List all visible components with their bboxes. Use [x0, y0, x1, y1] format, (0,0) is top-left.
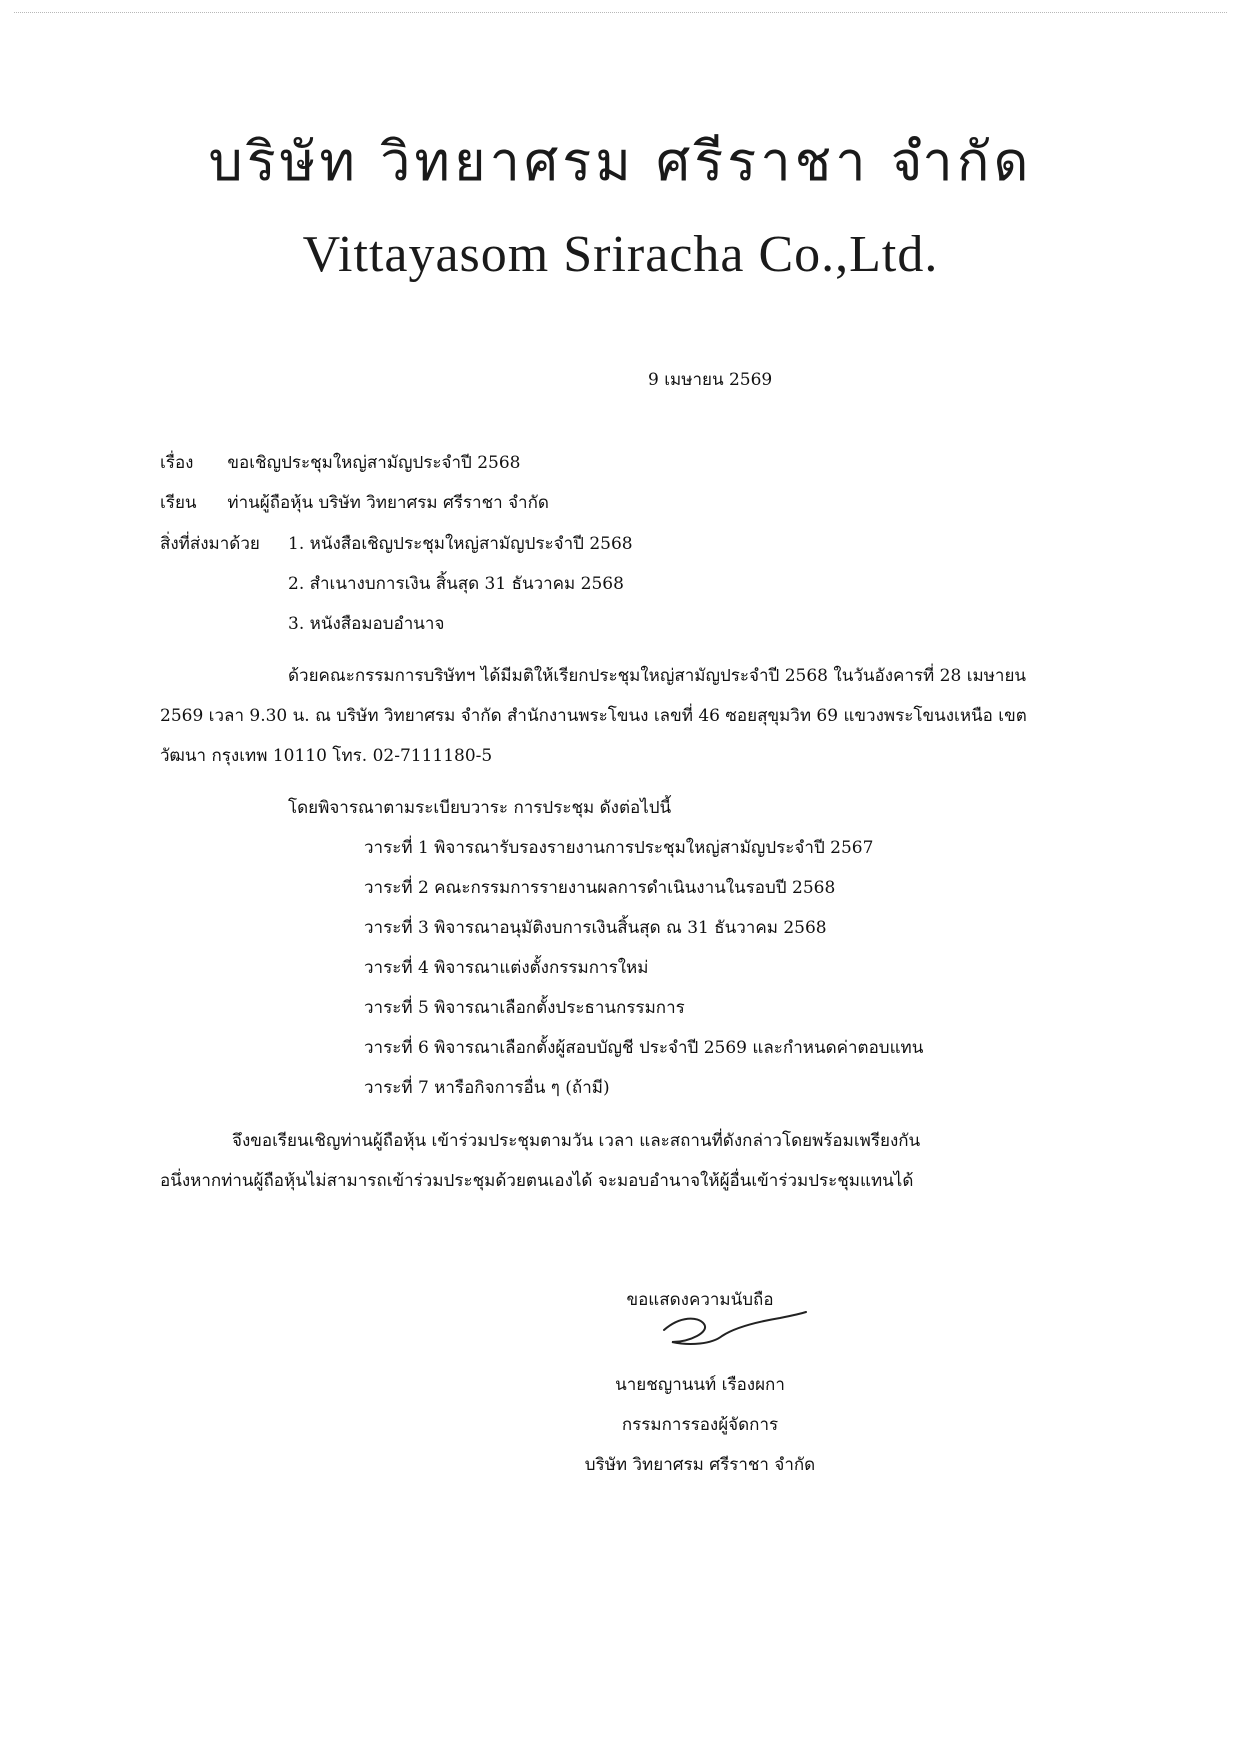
letter-date: 9 เมษายน 2569	[648, 370, 773, 390]
subject-line	[160, 449, 521, 476]
recipient-line	[160, 489, 549, 516]
enclosures-label: สิ่งที่ส่งมาด้วย	[160, 534, 260, 554]
company-name-thai: บริษัท วิทยาศรม ศรีราชา จำกัด	[208, 130, 1033, 193]
agenda-item: วาระที่ 1 พิจารณารับรองรายงานการประชุมใหญ่สามัญประจำปี 2567	[364, 838, 874, 858]
agenda-item: วาระที่ 6 พิจารณาเลือกตั้งผู้สอบบัญชี ประจำปี 2569 และกำหนดค่าตอบแทน	[364, 1038, 924, 1058]
scan-dotted-edge	[14, 12, 1227, 13]
signatory-company: บริษัท วิทยาศรม ศรีราชา จำกัด	[584, 1455, 816, 1475]
signatory-name: นายชญานนท์ เรืองผกา	[615, 1375, 785, 1395]
company-name-english: Vittayasom Sriracha Co.,Ltd.	[302, 226, 939, 283]
paragraph1-line1: ด้วยคณะกรรมการบริษัทฯ ได้มีมติให้เรียกประชุมใหญ่สามัญประจำปี 2568 ในวันอังคารที่ 28 เมษายน	[288, 666, 1027, 686]
recipient-label: เรียน	[160, 493, 197, 513]
agenda-item: วาระที่ 4 พิจารณาแต่งตั้งกรรมการใหม่	[364, 958, 649, 978]
agenda-intro: โดยพิจารณาตามระเบียบวาระ การประชุม ดังต่อไปนี้	[288, 798, 672, 818]
paragraph2-line2: อนึ่งหากท่านผู้ถือหุ้นไม่สามารถเข้าร่วมประชุมด้วยตนเองได้ จะมอบอำนาจให้ผู้อื่นเข้าร่วมประชุมแทนได้	[160, 1171, 914, 1191]
handwritten-signature	[660, 1308, 810, 1352]
signatory-position: กรรมการรองผู้จัดการ	[621, 1415, 779, 1435]
closing-salutation: ขอแสดงความนับถือ	[626, 1290, 774, 1310]
agenda-item: วาระที่ 5 พิจารณาเลือกตั้งประธานกรรมการ	[364, 998, 685, 1018]
paragraph1-line2: 2569 เวลา 9.30 น. ณ บริษัท วิทยาศรม จำกัด สำนักงานพระโขนง เลขที่ 46 ซอยสุขุมวิท 69 แขวงพระโขนงเหนือ เขต	[160, 706, 1027, 726]
enclosure-item: 3. หนังสือมอบอำนาจ	[288, 614, 445, 634]
paragraph2-line1: จึงขอเรียนเชิญท่านผู้ถือหุ้น เข้าร่วมประชุมตามวัน เวลา และสถานที่ดังกล่าวโดยพร้อมเพรียงกัน	[232, 1131, 921, 1151]
subject-text: ขอเชิญประชุมใหญ่สามัญประจำปี 2568	[227, 453, 521, 473]
agenda-item: วาระที่ 2 คณะกรรมการรายงานผลการดำเนินงานในรอบปี 2568	[364, 878, 836, 898]
agenda-item: วาระที่ 3 พิจารณาอนุมัติงบการเงินสิ้นสุด ณ 31 ธันวาคม 2568	[364, 918, 827, 938]
enclosure-item: 2. สำเนางบการเงิน สิ้นสุด 31 ธันวาคม 2568	[288, 574, 624, 594]
paragraph1-line3: วัฒนา กรุงเทพ 10110 โทร. 02-7111180-5	[160, 746, 493, 766]
enclosure-item: 1. หนังสือเชิญประชุมใหญ่สามัญประจำปี 2568	[288, 534, 633, 554]
recipient-text: ท่านผู้ถือหุ้น บริษัท วิทยาศรม ศรีราชา จำกัด	[227, 493, 549, 513]
subject-label: เรื่อง	[160, 453, 194, 473]
agenda-item: วาระที่ 7 หารือกิจการอื่น ๆ (ถ้ามี)	[364, 1078, 610, 1098]
